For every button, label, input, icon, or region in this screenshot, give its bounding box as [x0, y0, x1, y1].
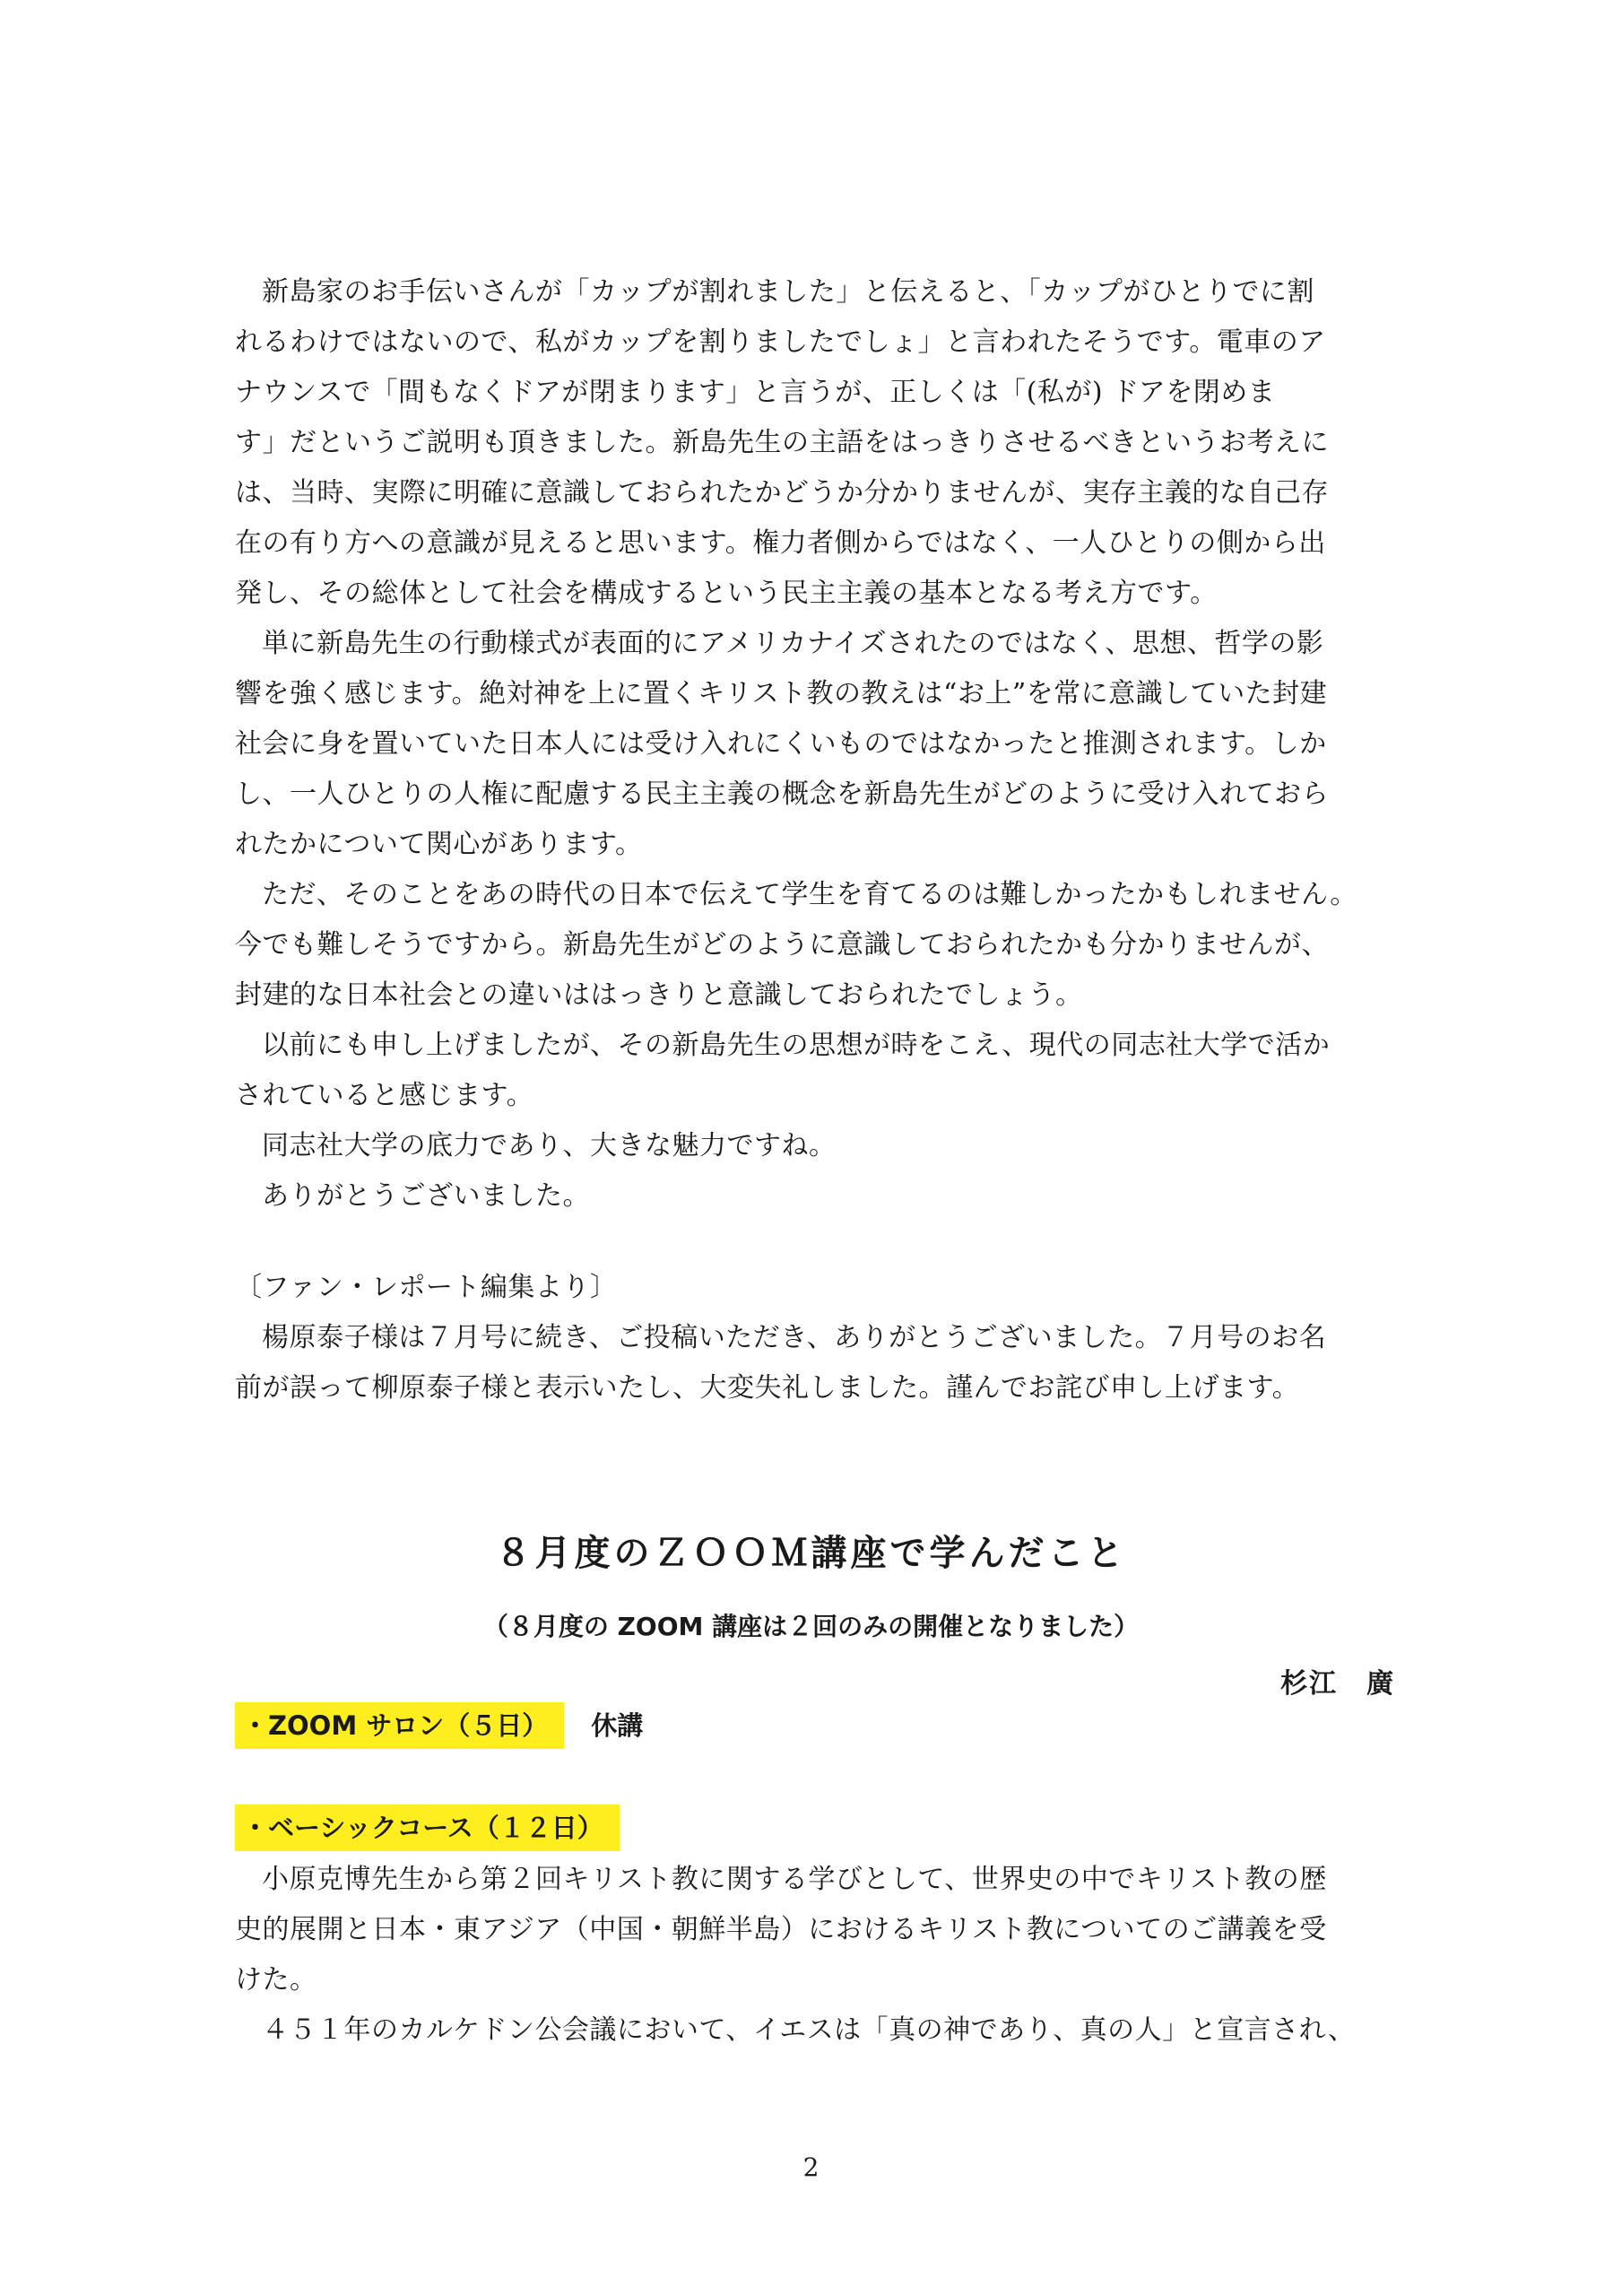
salon-label-highlight: ・ZOOM サロン（５日）	[235, 1702, 564, 1749]
body-line: れたかについて関心があります。	[235, 829, 643, 860]
basic-course-line: 史的展開と日本・東アジア（中国・朝鮮半島）におけるキリスト教についてのご講義を受	[235, 1914, 1327, 1945]
basic-course-line: 小原克博先生から第２回キリスト教に関する学びとして、世界史の中でキリスト教の歴	[262, 1864, 1327, 1895]
body-line: 単に新島先生の行動様式が表面的にアメリカナイズされたのではなく、思想、哲学の影	[262, 628, 1324, 659]
page-number: 2	[802, 2152, 820, 2182]
editor-note-line: 前が誤って柳原泰子様と表示いたし、大変失礼しました。謹んでお詫び申し上げます。	[235, 1372, 1300, 1404]
body-line: ただ、そのことをあの時代の日本で伝えて学生を育てるのは難しかったかもしれません。	[262, 879, 1357, 910]
section-title: ８月度のＺＯＯＭ講座で学んだこと	[495, 1533, 1127, 1574]
basic-course-row	[235, 1805, 620, 1851]
body-line: 今でも難しそうですから。新島先生がどのように意識しておられたかも分かりませんが、	[235, 929, 1329, 961]
basic-course-label-highlight: ・ベーシックコース（１２日）	[235, 1805, 620, 1851]
editor-note-line: 楊原泰子様は７月号に続き、ご投稿いただき、ありがとうございました。７月号のお名	[262, 1322, 1327, 1353]
body-line: 新島家のお手伝いさんが「カップが割れました」と伝えると、「カップがひとりでに割	[262, 276, 1314, 308]
basic-course-line: けた。	[235, 1964, 317, 1996]
basic-course-line: ４５１年のカルケドン公会議において、イエスは「真の神であり、真の人」と宣言され、	[262, 2014, 1356, 2046]
body-line: す」だというご説明も頂きました。新島先生の主語をはっきりさせるべきというお考えに	[235, 427, 1329, 458]
author-name: 杉江 廣	[1280, 1668, 1395, 1700]
body-line: 在の有り方への意識が見えると思います。権力者側からではなく、一人ひとりの側から出	[235, 527, 1326, 559]
body-line: ナウンスで「間もなくドアが閉まります」と言うが、正しくは「(私が) ドアを閉めま	[235, 377, 1276, 408]
body-line: ありがとうございました。	[262, 1180, 590, 1212]
salon-status: 休講	[591, 1710, 644, 1741]
salon-row	[235, 1702, 643, 1749]
body-line: されていると感じます。	[235, 1080, 534, 1111]
section-subtitle: （８月度の ZOOM 講座は２回のみの開催となりました）	[482, 1612, 1140, 1641]
body-line: 発し、その総体として社会を構成するという民主主義の基本となる考え方です。	[235, 578, 1218, 609]
editor-note-heading: 〔ファン・レポート編集より〕	[235, 1272, 618, 1303]
body-line: 以前にも申し上げましたが、その新島先生の思想が時をこえ、現代の同志社大学で活か	[262, 1030, 1331, 1061]
body-line: 響を強く感じます。絶対神を上に置くキリスト教の教えは“お上”を常に意識していた封建	[235, 678, 1328, 709]
body-line: れるわけではないので、私がカップを割りましたでしょ」と言われたそうです。電車のア	[235, 326, 1326, 358]
body-line: し、一人ひとりの人権に配慮する民主主義の概念を新島先生がどのように受け入れておら	[235, 778, 1329, 810]
body-line: は、当時、実際に明確に意識しておられたかどうか分かりませんが、実存主義的な自己存	[235, 477, 1329, 509]
body-line: 社会に身を置いていた日本人には受け入れにくいものではなかったと推測されます。しか	[235, 728, 1327, 760]
body-line: 封建的な日本社会との違いははっきりと意識しておられたでしょう。	[235, 979, 1083, 1011]
body-line: 同志社大学の底力であり、大きな魅力ですね。	[262, 1130, 837, 1161]
